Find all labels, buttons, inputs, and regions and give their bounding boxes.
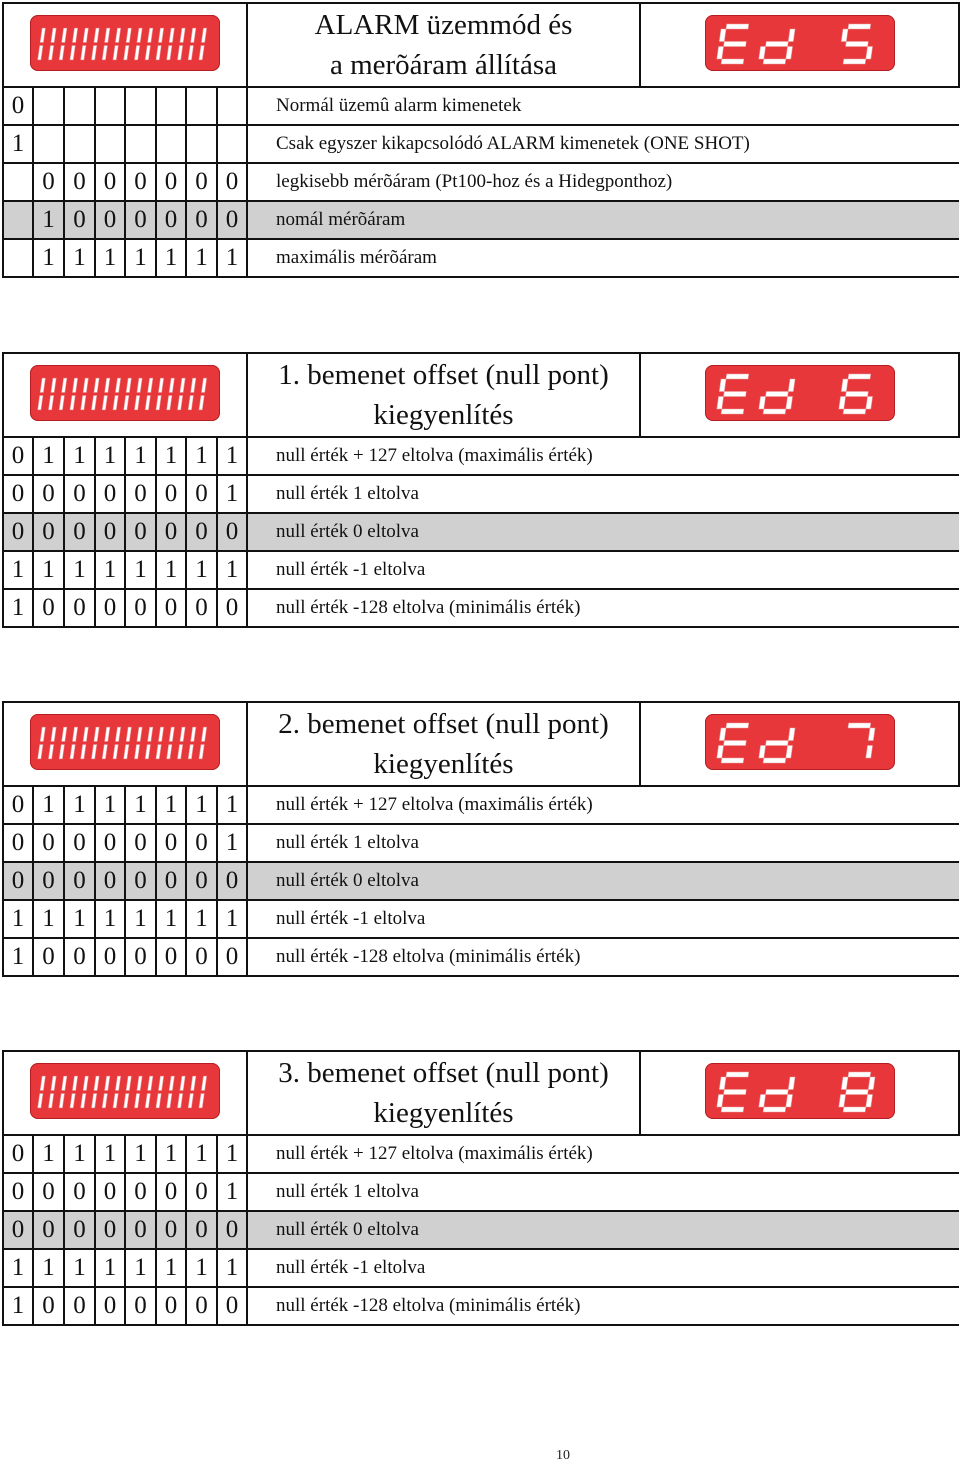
bit-cell: 0 — [125, 589, 156, 627]
bit-cell: 1 — [156, 551, 186, 589]
bit-cell: 0 — [186, 475, 217, 513]
settings-table — [2, 1050, 960, 1326]
table-row — [3, 824, 959, 862]
bit-cell: 1 — [125, 551, 156, 589]
bit-cell: 0 — [156, 1287, 186, 1325]
table-row — [3, 125, 959, 163]
section-title — [247, 702, 640, 786]
bit-cell: 0 — [156, 824, 186, 862]
bit-cell: 0 — [125, 1173, 156, 1211]
bit-cell: 1 — [64, 1135, 95, 1173]
bit-cell: 0 — [95, 163, 125, 201]
table-row — [3, 938, 959, 976]
bit-cell: 0 — [217, 589, 247, 627]
bit-cell: 1 — [217, 551, 247, 589]
bit-cell: 0 — [156, 1211, 186, 1249]
settings-table — [2, 2, 960, 278]
settings-table — [2, 701, 960, 977]
bit-cell: 0 — [3, 87, 33, 125]
bit-cell — [64, 125, 95, 163]
bit-cell: 0 — [217, 201, 247, 239]
bit-cell: 0 — [3, 1173, 33, 1211]
table-row — [3, 1173, 959, 1211]
bit-segments-graphic — [30, 365, 220, 421]
description-cell: null érték -1 eltolva — [247, 551, 959, 589]
bit-cell: 0 — [3, 824, 33, 862]
bit-cell: 1 — [95, 239, 125, 277]
bit-cell: 1 — [186, 239, 217, 277]
description-cell: null érték -1 eltolva — [247, 900, 959, 938]
page-number: 10 — [556, 1448, 570, 1463]
bit-cell: 0 — [125, 201, 156, 239]
bit-cell: 1 — [156, 786, 186, 824]
bit-cell: 1 — [156, 437, 186, 475]
bit-cell: 1 — [186, 1249, 217, 1287]
bit-cell: 1 — [95, 437, 125, 475]
bit-cell: 0 — [156, 163, 186, 201]
lcd-display-bits — [3, 3, 247, 87]
bit-cell: 0 — [33, 824, 64, 862]
bit-cell: 0 — [186, 824, 217, 862]
bit-cell: 0 — [125, 938, 156, 976]
bit-cell: 0 — [156, 938, 186, 976]
bit-cell: 0 — [217, 862, 247, 900]
description-cell: null érték 1 eltolva — [247, 475, 959, 513]
title-line-1: 3. bemenet offset (null pont) — [278, 1057, 609, 1089]
bit-cell — [217, 87, 247, 125]
table-row — [3, 87, 959, 125]
code-segments-graphic — [705, 15, 895, 71]
description-cell: null érték -128 eltolva (minimális érték) — [247, 1287, 959, 1325]
bit-cell: 0 — [3, 475, 33, 513]
bit-cell: 0 — [3, 437, 33, 475]
lcd-display-code — [640, 1051, 959, 1135]
description-cell: null érték 0 eltolva — [247, 513, 959, 551]
bit-cell: 1 — [33, 551, 64, 589]
table-row — [3, 900, 959, 938]
bit-cell: 1 — [3, 589, 33, 627]
bit-cell: 0 — [156, 862, 186, 900]
bit-cell: 0 — [186, 938, 217, 976]
description-cell: nomál mérõáram — [247, 201, 959, 239]
bit-cell: 1 — [33, 786, 64, 824]
bit-cell: 1 — [125, 239, 156, 277]
table-row — [3, 1135, 959, 1173]
bit-cell — [125, 125, 156, 163]
bit-cell: 0 — [64, 1173, 95, 1211]
bit-cell — [3, 239, 33, 277]
bit-cell: 1 — [217, 239, 247, 277]
table-row — [3, 589, 959, 627]
lcd-display-bits — [3, 702, 247, 786]
bit-cell: 0 — [3, 1211, 33, 1249]
title-line-2: a merõáram állítása — [329, 49, 558, 81]
bit-cell: 0 — [95, 589, 125, 627]
bit-cell: 1 — [95, 786, 125, 824]
bit-cell: 0 — [186, 513, 217, 551]
bit-cell: 0 — [186, 163, 217, 201]
bit-cell: 0 — [156, 589, 186, 627]
lcd-display-bits — [3, 1051, 247, 1135]
bit-cell: 1 — [3, 551, 33, 589]
bit-cell: 0 — [33, 1287, 64, 1325]
table-row — [3, 1211, 959, 1249]
description-cell: Normál üzemû alarm kimenetek — [247, 87, 959, 125]
bit-cell: 1 — [64, 786, 95, 824]
description-cell: null érték + 127 eltolva (maximális érték) — [247, 437, 959, 475]
bit-cell: 1 — [64, 239, 95, 277]
bit-cell: 0 — [217, 1287, 247, 1325]
description-cell: null érték 0 eltolva — [247, 862, 959, 900]
bit-cell — [217, 125, 247, 163]
bit-cell: 1 — [64, 1249, 95, 1287]
description-cell: null érték -128 eltolva (minimális érték) — [247, 938, 959, 976]
bit-cell: 0 — [33, 589, 64, 627]
bit-cell: 0 — [95, 475, 125, 513]
description-cell: legkisebb mérõáram (Pt100-hoz és a Hidegponthoz) — [247, 163, 959, 201]
bit-cell: 0 — [125, 1287, 156, 1325]
bit-cell: 0 — [95, 938, 125, 976]
bit-cell: 1 — [33, 1135, 64, 1173]
bit-cell: 0 — [217, 163, 247, 201]
description-cell: null érték 1 eltolva — [247, 1173, 959, 1211]
bit-cell: 0 — [64, 862, 95, 900]
bit-cell: 1 — [33, 239, 64, 277]
table-row — [3, 1249, 959, 1287]
bit-cell: 0 — [125, 513, 156, 551]
table-row — [3, 786, 959, 824]
table-row — [3, 551, 959, 589]
bit-cell — [156, 125, 186, 163]
bit-cell: 1 — [125, 1135, 156, 1173]
table-row — [3, 862, 959, 900]
bit-cell: 0 — [186, 862, 217, 900]
bit-cell: 1 — [95, 1135, 125, 1173]
description-cell: null érték + 127 eltolva (maximális érték) — [247, 1135, 959, 1173]
bit-cell: 1 — [217, 437, 247, 475]
bit-cell: 1 — [217, 824, 247, 862]
title-line-1: 2. bemenet offset (null pont) — [278, 708, 609, 740]
bit-cell — [125, 87, 156, 125]
bit-cell: 1 — [33, 201, 64, 239]
bit-cell: 0 — [95, 1287, 125, 1325]
bit-cell: 1 — [64, 551, 95, 589]
bit-cell: 1 — [156, 239, 186, 277]
bit-cell: 1 — [156, 900, 186, 938]
bit-cell — [156, 87, 186, 125]
title-line-2: kiegyenlítés — [373, 748, 514, 780]
bit-cell: 0 — [156, 201, 186, 239]
bit-cell: 1 — [33, 1249, 64, 1287]
bit-cell: 0 — [64, 824, 95, 862]
settings-table — [2, 352, 960, 628]
bit-cell: 0 — [156, 1173, 186, 1211]
bit-cell: 1 — [125, 1249, 156, 1287]
title-line-1: ALARM üzemmód és — [314, 9, 573, 41]
description-cell: Csak egyszer kikapcsolódó ALARM kimenetek (ONE SHOT) — [247, 125, 959, 163]
bit-cell — [186, 87, 217, 125]
bit-segments-graphic — [30, 714, 220, 770]
bit-cell: 1 — [186, 551, 217, 589]
bit-cell: 1 — [3, 125, 33, 163]
bit-cell: 0 — [125, 824, 156, 862]
bit-cell: 0 — [33, 1211, 64, 1249]
bit-cell: 1 — [64, 900, 95, 938]
description-cell: null érték 0 eltolva — [247, 1211, 959, 1249]
bit-segments-graphic — [30, 15, 220, 71]
bit-cell: 1 — [125, 786, 156, 824]
bit-cell: 0 — [64, 1287, 95, 1325]
bit-cell: 1 — [186, 900, 217, 938]
bit-cell: 1 — [186, 786, 217, 824]
bit-cell: 0 — [64, 201, 95, 239]
table-row — [3, 163, 959, 201]
bit-cell: 0 — [156, 475, 186, 513]
bit-cell: 0 — [3, 862, 33, 900]
bit-cell: 0 — [217, 1211, 247, 1249]
bit-cell: 0 — [95, 1173, 125, 1211]
section-alarm — [2, 2, 958, 278]
bit-cell: 1 — [95, 551, 125, 589]
bit-cell: 0 — [186, 1173, 217, 1211]
bit-cell: 1 — [95, 900, 125, 938]
table-row — [3, 239, 959, 277]
table-row — [3, 513, 959, 551]
bit-cell: 0 — [33, 163, 64, 201]
description-cell: null érték -128 eltolva (minimális érték) — [247, 589, 959, 627]
bit-cell: 1 — [186, 1135, 217, 1173]
bit-cell: 0 — [95, 862, 125, 900]
bit-cell: 1 — [3, 900, 33, 938]
bit-cell: 0 — [3, 786, 33, 824]
bit-segments-graphic — [30, 1063, 220, 1119]
bit-cell: 0 — [64, 513, 95, 551]
title-line-2: kiegyenlítés — [373, 1097, 514, 1129]
table-row — [3, 475, 959, 513]
bit-cell: 0 — [33, 513, 64, 551]
bit-cell: 1 — [3, 1287, 33, 1325]
section-title — [247, 3, 640, 87]
bit-cell: 0 — [33, 938, 64, 976]
bit-cell: 1 — [33, 900, 64, 938]
bit-cell — [33, 87, 64, 125]
title-line-1: 1. bemenet offset (null pont) — [278, 359, 609, 391]
bit-cell: 0 — [186, 1287, 217, 1325]
bit-cell: 1 — [217, 1249, 247, 1287]
description-cell: maximális mérõáram — [247, 239, 959, 277]
bit-cell: 0 — [33, 1173, 64, 1211]
bit-cell: 1 — [156, 1135, 186, 1173]
bit-cell: 0 — [64, 938, 95, 976]
bit-cell: 1 — [125, 437, 156, 475]
bit-cell: 0 — [33, 475, 64, 513]
bit-cell: 0 — [156, 513, 186, 551]
table-row — [3, 1287, 959, 1325]
section-title — [247, 353, 640, 437]
bit-cell: 0 — [125, 475, 156, 513]
section-offset-2 — [2, 701, 958, 977]
bit-cell — [3, 201, 33, 239]
bit-cell: 0 — [125, 862, 156, 900]
lcd-display-code — [640, 3, 959, 87]
bit-cell: 0 — [125, 1211, 156, 1249]
bit-cell: 0 — [217, 938, 247, 976]
description-cell: null érték + 127 eltolva (maximális érték) — [247, 786, 959, 824]
bit-cell: 0 — [217, 513, 247, 551]
bit-cell — [64, 87, 95, 125]
bit-cell: 0 — [95, 1211, 125, 1249]
bit-cell: 0 — [33, 862, 64, 900]
bit-cell: 1 — [33, 437, 64, 475]
bit-cell: 1 — [217, 1135, 247, 1173]
section-title — [247, 1051, 640, 1135]
table-row — [3, 437, 959, 475]
lcd-display-code — [640, 702, 959, 786]
bit-cell: 0 — [64, 163, 95, 201]
bit-cell: 0 — [3, 513, 33, 551]
bit-cell: 0 — [95, 513, 125, 551]
bit-cell: 1 — [3, 938, 33, 976]
section-offset-1 — [2, 352, 958, 628]
code-segments-graphic — [705, 714, 895, 770]
title-line-2: kiegyenlítés — [373, 399, 514, 431]
description-cell: null érték 1 eltolva — [247, 824, 959, 862]
bit-cell: 1 — [186, 437, 217, 475]
bit-cell: 0 — [95, 824, 125, 862]
bit-cell: 0 — [64, 475, 95, 513]
description-cell: null érték -1 eltolva — [247, 1249, 959, 1287]
bit-cell: 0 — [95, 201, 125, 239]
bit-cell: 1 — [64, 437, 95, 475]
bit-cell: 0 — [64, 589, 95, 627]
lcd-display-code — [640, 353, 959, 437]
bit-cell: 0 — [64, 1211, 95, 1249]
lcd-display-bits — [3, 353, 247, 437]
bit-cell: 1 — [217, 475, 247, 513]
bit-cell: 0 — [186, 1211, 217, 1249]
bit-cell: 1 — [217, 900, 247, 938]
bit-cell: 1 — [156, 1249, 186, 1287]
bit-cell: 0 — [186, 201, 217, 239]
bit-cell: 1 — [95, 1249, 125, 1287]
bit-cell: 1 — [217, 786, 247, 824]
bit-cell — [186, 125, 217, 163]
bit-cell: 0 — [186, 589, 217, 627]
bit-cell — [3, 163, 33, 201]
code-segments-graphic — [705, 1063, 895, 1119]
section-offset-3 — [2, 1050, 958, 1326]
bit-cell: 1 — [3, 1249, 33, 1287]
bit-cell — [95, 87, 125, 125]
bit-cell: 1 — [125, 900, 156, 938]
code-segments-graphic — [705, 365, 895, 421]
table-row — [3, 201, 959, 239]
bit-cell: 0 — [3, 1135, 33, 1173]
bit-cell — [33, 125, 64, 163]
bit-cell: 1 — [217, 1173, 247, 1211]
bit-cell — [95, 125, 125, 163]
bit-cell: 0 — [125, 163, 156, 201]
